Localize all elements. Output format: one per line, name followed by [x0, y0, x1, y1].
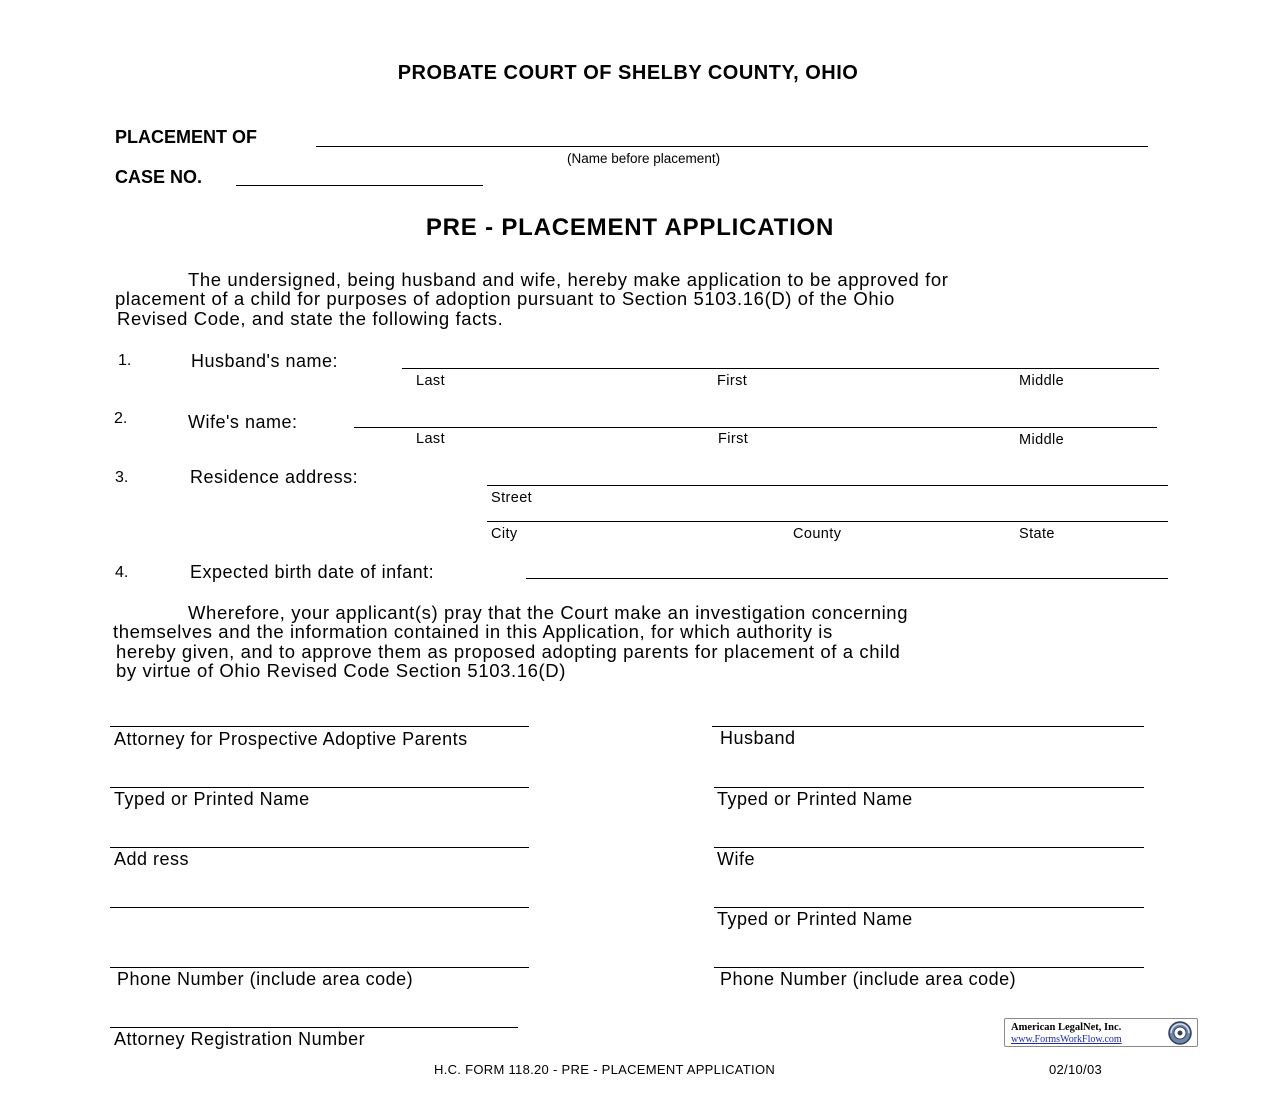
attorney-registration-line[interactable] — [110, 1027, 518, 1028]
item-1-number: 1. — [118, 352, 132, 369]
wife-signature-label: Wife — [717, 849, 755, 869]
logo-company-name: American LegalNet, Inc. — [1011, 1022, 1122, 1033]
intro-line-3: Revised Code, and state the following facts. — [117, 308, 504, 329]
address-label: Add ress — [114, 849, 190, 869]
attorney-signature-line[interactable] — [110, 726, 529, 727]
husband-typed-name-label: Typed or Printed Name — [717, 789, 913, 809]
item-3-number: 3. — [115, 469, 129, 486]
county-caption: County — [793, 526, 842, 542]
husband-signature-line[interactable] — [712, 726, 1144, 727]
intro-line-2: placement of a child for purposes of adoption pursuant to Section 5103.16(D) of the Ohio — [115, 288, 895, 309]
wife-typed-name-label: Typed or Printed Name — [717, 909, 913, 929]
footer-form-name: H.C. FORM 118.20 - PRE - PLACEMENT APPLICATION — [434, 1062, 776, 1077]
footer-date: 02/10/03 — [1049, 1062, 1103, 1077]
husband-typed-name-line[interactable] — [714, 787, 1144, 788]
wherefore-line-2: themselves and the information contained in this Application, for which authority is — [113, 621, 833, 642]
court-title: PROBATE COURT OF SHELBY COUNTY, OHIO — [397, 62, 859, 84]
wife-signature-line[interactable] — [714, 847, 1144, 848]
placement-of-line[interactable] — [316, 146, 1148, 147]
street-caption: Street — [491, 490, 533, 506]
street-line[interactable] — [487, 485, 1168, 486]
residence-address-label: Residence address: — [190, 467, 359, 487]
husband-name-label: Husband's name: — [191, 351, 339, 371]
address-line[interactable] — [110, 847, 529, 848]
wife-middle-caption: Middle — [1019, 432, 1065, 448]
american-legalnet-logo[interactable] — [1004, 1018, 1198, 1047]
attorney-phone-label: Phone Number (include area code) — [117, 969, 414, 989]
wife-last-caption: Last — [416, 431, 446, 447]
attorney-label: Attorney for Prospective Adoptive Parents — [114, 729, 468, 749]
placement-of-label: PLACEMENT OF — [115, 127, 257, 147]
applicant-phone-label: Phone Number (include area code) — [720, 969, 1017, 989]
name-before-placement-caption: (Name before placement) — [567, 151, 721, 166]
address-line-2[interactable] — [110, 907, 529, 908]
globe-icon — [1167, 1020, 1193, 1051]
husband-name-line[interactable] — [402, 368, 1159, 369]
case-no-line[interactable] — [236, 185, 483, 186]
wherefore-line-3: hereby given, and to approve them as proposed adopting parents for placement of a child — [116, 641, 901, 662]
wife-typed-name-line[interactable] — [714, 907, 1144, 908]
wherefore-line-1: Wherefore, your applicant(s) pray that the Court make an investigation concerning — [188, 602, 909, 623]
item-2-number: 2. — [114, 410, 128, 427]
wife-name-label: Wife's name: — [188, 412, 298, 432]
attorney-typed-name-label: Typed or Printed Name — [114, 789, 310, 809]
attorney-registration-label: Attorney Registration Number — [114, 1029, 366, 1049]
husband-signature-label: Husband — [720, 728, 796, 748]
husband-middle-caption: Middle — [1019, 373, 1065, 389]
birth-date-label: Expected birth date of infant: — [190, 562, 435, 582]
birth-date-line[interactable] — [526, 578, 1168, 579]
form-title: PRE - PLACEMENT APPLICATION — [425, 214, 835, 241]
wherefore-line-4: by virtue of Ohio Revised Code Section 5103.16(D) — [116, 660, 566, 681]
intro-line-1: The undersigned, being husband and wife, hereby make application to be approved for — [188, 269, 949, 290]
husband-first-caption: First — [717, 373, 748, 389]
attorney-phone-line[interactable] — [110, 967, 529, 968]
state-caption: State — [1019, 526, 1055, 542]
wife-name-line[interactable] — [354, 427, 1157, 428]
city-county-state-line[interactable] — [487, 521, 1168, 522]
item-4-number: 4. — [115, 564, 129, 581]
applicant-phone-line[interactable] — [714, 967, 1144, 968]
attorney-typed-name-line[interactable] — [110, 787, 529, 788]
city-caption: City — [491, 526, 518, 542]
wife-first-caption: First — [718, 431, 749, 447]
case-no-label: CASE NO. — [115, 167, 203, 187]
husband-last-caption: Last — [416, 373, 446, 389]
logo-url-link[interactable]: www.FormsWorkFlow.com — [1011, 1034, 1122, 1045]
